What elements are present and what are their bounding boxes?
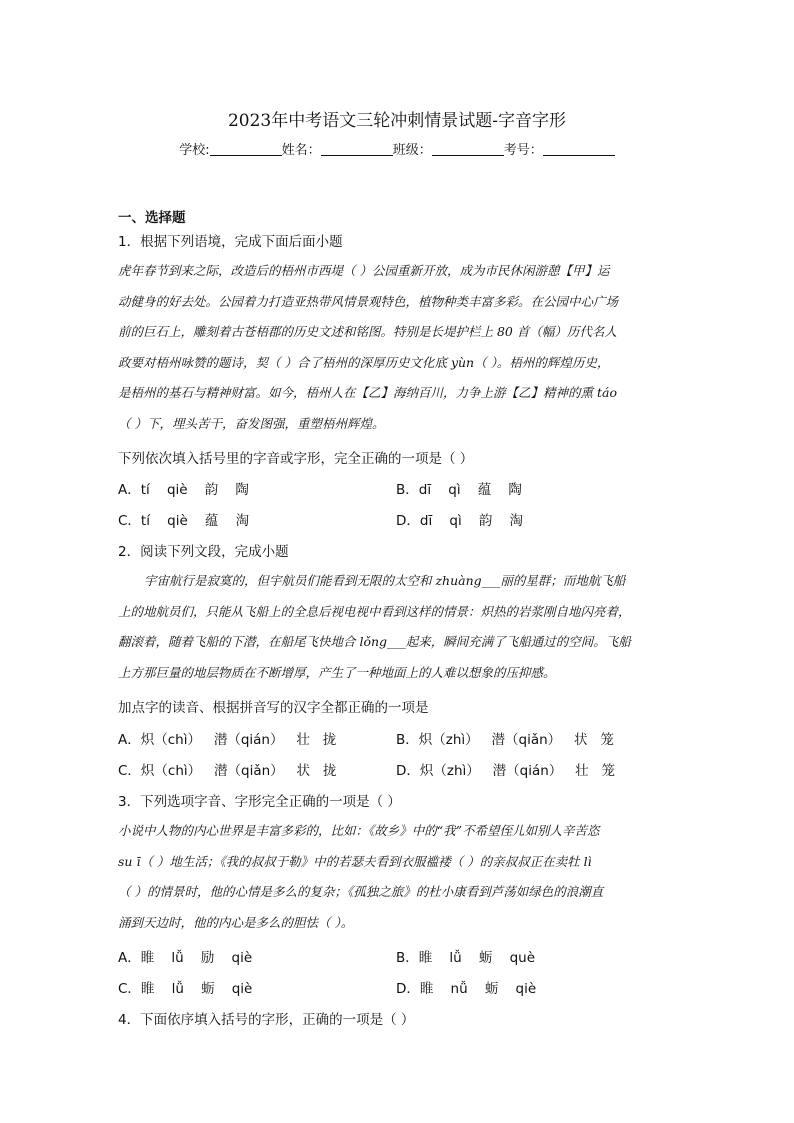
passage-line: 宇宙航行是寂寞的，但宇航员们能看到无限的太空和 zhuàng___丽的星群；而地航飞船 xyxy=(144,573,626,588)
passage-line: 翻滚着，随着飞船的下潜，在船尾飞快地合 lǒng___起来，瞬间充满了飞船通过的空间。飞船 xyxy=(118,634,631,649)
question-1-ask: 下列依次填入括号里的字音或字形，完全正确的一项是（ ） xyxy=(118,451,474,467)
question-2-stem: 2．阅读下列文段，完成小题 xyxy=(118,544,289,560)
passage-line: 上的地航员们，只能从飞船上的全息后视电视中看到这样的情景：炽热的岩浆刚自地闪亮着， xyxy=(118,603,631,619)
school-label: 学校: xyxy=(179,143,210,158)
section-heading: 一、选择题 xyxy=(118,210,186,226)
option-b[interactable]: B．炽（zhì） 潜（qiǎn） 状 笼 xyxy=(396,732,614,748)
class-label: 班级： xyxy=(392,143,432,158)
passage-line: 虎年春节到来之际，改造后的梧州市西堤（ ）公园重新开放，成为市民休闲游憩【甲】运 xyxy=(118,263,610,278)
question-1-stem: 1．根据下列语境，完成下面后面小题 xyxy=(118,234,343,250)
option-c[interactable]: C．炽（chì） 潜（qiǎn） 状 拢 xyxy=(118,763,337,779)
passage-line: 上方那巨量的地层物质在不断增厚，产生了一种地面上的人难以想象的压抑感。 xyxy=(118,664,556,680)
number-blank[interactable] xyxy=(543,143,615,156)
passage-line: 政要对梧州咏赞的题诗，契（ ）合了梧州的深厚历史文化底 yùn（ ）。梧州的辉煌历史， xyxy=(118,354,610,370)
number-label: 考号： xyxy=(503,143,543,158)
option-a[interactable]: A．炽（chì） 潜（qián） 壮 拢 xyxy=(118,732,337,748)
question-3-stem: 3．下列选项字音、字形完全正确的一项是（ ） xyxy=(118,794,401,810)
passage-line: su ī（ ）地生活；《我的叔叔于勒》中的若瑟夫看到衣服褴褛（ ）的亲叔叔正在卖牡 lì xyxy=(118,853,592,869)
page-title: 2023年中考语文三轮冲刺情景试题-字音字形 xyxy=(227,111,566,131)
school-blank[interactable] xyxy=(210,143,282,156)
name-blank[interactable] xyxy=(321,143,393,156)
passage-line: 是梧州的基石与精神财富。如今，梧州人在【乙】海纳百川，力争上游【乙】精神的熏 táo xyxy=(118,385,617,400)
option-d[interactable]: D．睢 nǚ 蛎 qiè xyxy=(396,981,537,997)
option-a[interactable]: A．睢 lǚ 励 qiè xyxy=(118,950,253,966)
question-4-stem: 4．下面依序填入括号的字形，正确的一项是（ ） xyxy=(118,1012,415,1028)
option-b[interactable]: B．睢 lǚ 蛎 què xyxy=(396,950,535,966)
passage-line: （ ）下，埋头苦干，奋发图强，重塑梧州辉煌。 xyxy=(118,415,385,431)
name-label: 姓名： xyxy=(281,143,321,158)
question-1-passage xyxy=(118,256,676,439)
question-2-ask: 加点字的读音、根据拼音写的汉字全都正确的一项是 xyxy=(118,700,429,716)
option-c[interactable]: C．睢 lǚ 蛎 qiè xyxy=(118,981,253,997)
class-blank[interactable] xyxy=(432,143,504,156)
passage-line: 涌到天边时，他的内心是多么的胆怯（ ）。 xyxy=(118,914,354,930)
option-c[interactable]: C．tí qiè 蕴 淘 xyxy=(118,513,250,529)
option-d[interactable]: D．dī qì 韵 淘 xyxy=(396,513,524,529)
passage-line: 小说中人物的内心世界是丰富多彩的，比如：《故乡》中的“我”不希望侄儿如别人辛苦恣 xyxy=(118,823,600,838)
question-2-passage xyxy=(118,566,676,688)
option-d[interactable]: D．炽（zhì） 潜（qián） 壮 笼 xyxy=(396,763,616,779)
passage-line: （ ）的情景时，他的心情是多么的复杂；《孤独之旅》的杜小康看到芦荡如绿色的浪潮直 xyxy=(118,884,604,899)
passage-line: 前的巨石上，雕刻着古苍梧郡的历史文述和铭图。特别是长堤护栏上 80 首（幅）历代名人 xyxy=(118,324,617,339)
option-a[interactable]: A．tí qiè 韵 陶 xyxy=(118,482,249,498)
option-b[interactable]: B．dī qì 蕴 陶 xyxy=(396,482,522,498)
passage-line: 动健身的好去处。公园着力打造亚热带风情景观特色，植物种类丰富多彩。在公园中心广场 xyxy=(118,293,619,309)
question-3-passage xyxy=(118,816,676,938)
student-info-line xyxy=(0,139,794,158)
